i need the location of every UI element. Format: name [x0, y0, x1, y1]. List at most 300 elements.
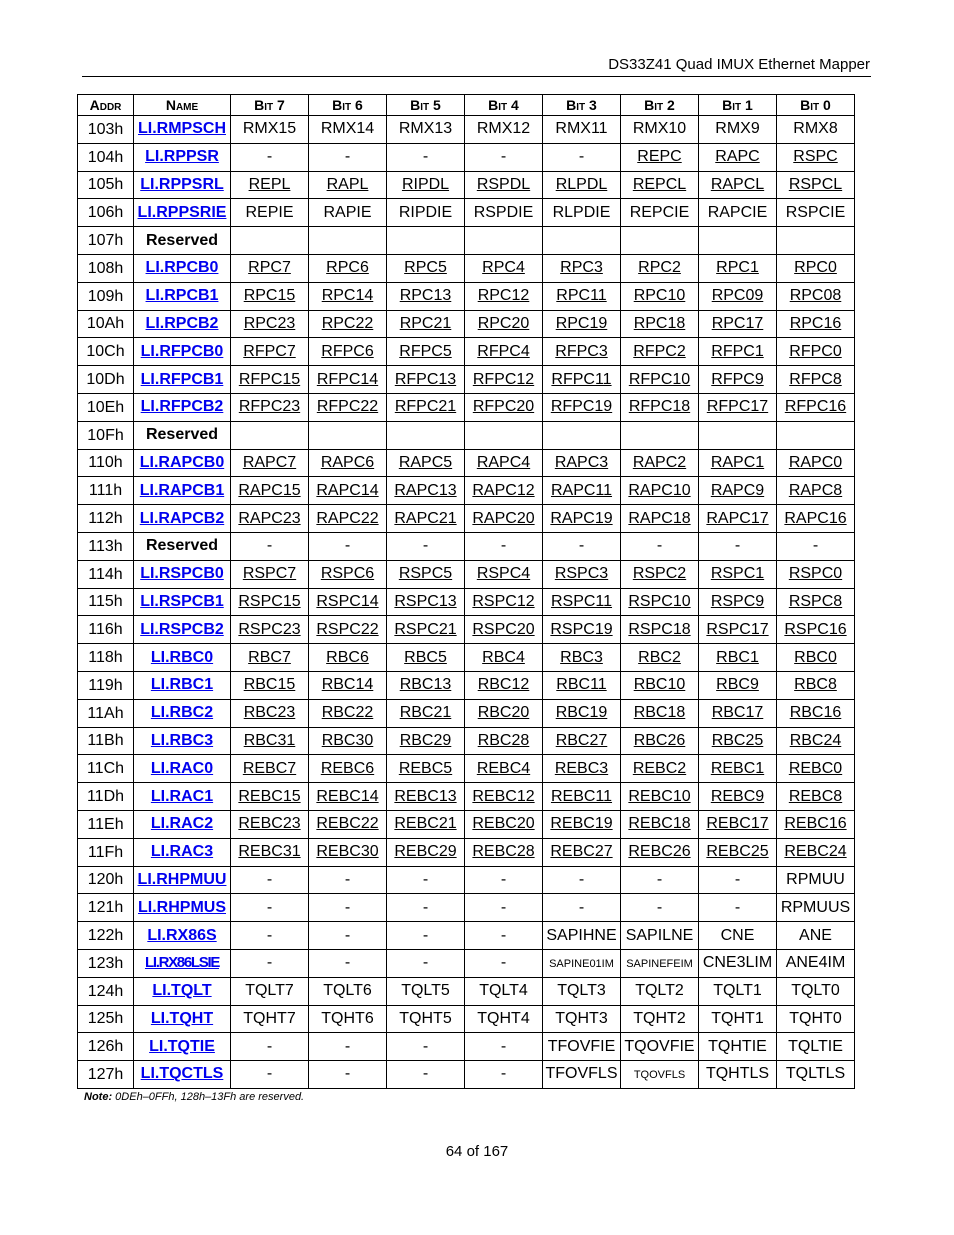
- bit-cell: [387, 421, 465, 449]
- bit-field-name: RPC17: [711, 314, 764, 332]
- bit-cell: [777, 393, 855, 421]
- register-name-cell: [134, 922, 231, 950]
- bit-field-name: RSPC21: [394, 620, 457, 638]
- bit-cell: [543, 838, 621, 866]
- column-header: Bit 1: [699, 95, 777, 116]
- bit-field-name: TQHT0: [789, 1009, 842, 1027]
- bit-cell: [621, 866, 699, 894]
- register-name-link[interactable]: LI.RAC0: [150, 759, 214, 777]
- bit-cell: [699, 616, 777, 644]
- bit-cell: [621, 116, 699, 144]
- bit-cell: [309, 1005, 387, 1033]
- bit-cell: [777, 310, 855, 338]
- bit-cell: [309, 1061, 387, 1089]
- bit-field-name: RSPC11: [550, 592, 613, 610]
- bit-field-name: RMX12: [476, 120, 531, 138]
- bit-field-name: RSPC18: [628, 620, 691, 638]
- register-address: 119h: [78, 671, 134, 699]
- bit-cell: [777, 755, 855, 783]
- bit-cell: [777, 699, 855, 727]
- register-address: 11Ch: [78, 755, 134, 783]
- register-name-link[interactable]: LI.RPCB1: [145, 287, 219, 305]
- register-address: 126h: [78, 1033, 134, 1061]
- bit-cell: [699, 783, 777, 811]
- bit-field-name: RBC20: [477, 704, 530, 722]
- bit-field-name: REBC22: [316, 815, 379, 833]
- bit-cell: [543, 949, 621, 977]
- register-name-link[interactable]: LI.RBC1: [150, 676, 214, 694]
- bit-field-name: REBC31: [238, 843, 301, 861]
- table-row: [78, 171, 855, 199]
- register-name-cell: [134, 143, 231, 171]
- table-header-row: [78, 95, 855, 116]
- bit-field-name: RAPC3: [554, 453, 609, 471]
- bit-cell: [621, 1033, 699, 1061]
- bit-cell: [543, 449, 621, 477]
- bit-cell: [621, 616, 699, 644]
- register-name-link[interactable]: LI.TQHT: [150, 1009, 214, 1027]
- bit-cell: [777, 254, 855, 282]
- table-row: [78, 421, 855, 449]
- bit-field-name: RLPDL: [555, 175, 608, 193]
- bit-cell: [699, 310, 777, 338]
- bit-cell: [309, 866, 387, 894]
- bit-cell: [465, 810, 543, 838]
- bit-cell: [543, 505, 621, 533]
- bit-field-name: RBC19: [555, 704, 608, 722]
- register-name-link[interactable]: LI.RFPCB1: [140, 370, 224, 388]
- bit-field-name: RSPC20: [472, 620, 535, 638]
- register-name-cell: [134, 588, 231, 616]
- bit-field-name: RAPC1: [710, 453, 765, 471]
- bit-field-name: REBC7: [242, 759, 297, 777]
- document-header-title: DS33Z41 Quad IMUX Ethernet Mapper: [608, 56, 870, 73]
- bit-field-name: -: [266, 926, 273, 944]
- register-address: 11Dh: [78, 783, 134, 811]
- bit-field-name: RBC27: [555, 731, 608, 749]
- bit-cell: [777, 949, 855, 977]
- bit-cell: [699, 838, 777, 866]
- register-name-cell: [134, 171, 231, 199]
- bit-cell: [621, 366, 699, 394]
- register-name-link[interactable]: LI.TQTIE: [149, 1037, 215, 1055]
- bit-field-name: REBC14: [316, 787, 379, 805]
- bit-field-name: RSPC0: [788, 565, 843, 583]
- bit-field-name: REPC: [637, 148, 682, 166]
- bit-cell: [777, 282, 855, 310]
- register-name-link[interactable]: LI.RBC0: [150, 648, 214, 666]
- bit-field-name: RPC12: [477, 287, 530, 305]
- bit-field-name: RMX14: [320, 120, 375, 138]
- register-name-cell: [134, 199, 231, 227]
- bit-field-name: CNE: [720, 926, 755, 944]
- bit-cell: [621, 727, 699, 755]
- bit-field-name: TQLT0: [791, 982, 840, 1000]
- register-name-link[interactable]: LI.RBC2: [150, 704, 214, 722]
- bit-cell: [621, 949, 699, 977]
- bit-cell: [543, 866, 621, 894]
- bit-cell: [699, 393, 777, 421]
- page-number: 64 of 167: [445, 1143, 509, 1160]
- bit-cell: [309, 310, 387, 338]
- register-address: 107h: [78, 227, 134, 255]
- bit-field-name: REBC24: [784, 843, 847, 861]
- bit-cell: [543, 755, 621, 783]
- bit-cell: [387, 282, 465, 310]
- bit-cell: [465, 143, 543, 171]
- bit-field-name: -: [266, 954, 273, 972]
- bit-field-name: RBC8: [794, 676, 837, 694]
- bit-cell: [543, 922, 621, 950]
- bit-cell: [699, 810, 777, 838]
- bit-field-name: RBC18: [633, 704, 686, 722]
- bit-cell: [465, 199, 543, 227]
- register-name-link[interactable]: LI.RPPSRL: [140, 175, 224, 193]
- bit-cell: [309, 755, 387, 783]
- bit-cell: [543, 338, 621, 366]
- bit-cell: [543, 366, 621, 394]
- register-name-link[interactable]: LI.RPCB2: [145, 314, 219, 332]
- bit-field-name: RSPDIE: [473, 203, 534, 221]
- bit-cell: [309, 393, 387, 421]
- bit-cell: [387, 838, 465, 866]
- bit-field-name: RBC12: [477, 676, 530, 694]
- register-name-link[interactable]: LI.RPPSRIE: [137, 203, 227, 221]
- bit-field-name: REBC17: [706, 815, 769, 833]
- bit-field-name: TQHT5: [399, 1009, 452, 1027]
- register-name-cell: [134, 227, 231, 255]
- register-address: 115h: [78, 588, 134, 616]
- bit-field-name: RMX11: [555, 120, 608, 138]
- bit-field-name: TQLT4: [479, 982, 528, 1000]
- bit-cell: [543, 171, 621, 199]
- bit-cell: [777, 783, 855, 811]
- register-name-link[interactable]: LI.RSPCB1: [140, 592, 224, 610]
- bit-cell: [621, 171, 699, 199]
- bit-cell: [465, 505, 543, 533]
- bit-cell: [465, 977, 543, 1005]
- bit-field-name: TFOVFIE: [547, 1037, 616, 1055]
- bit-cell: [699, 949, 777, 977]
- table-row: [78, 866, 855, 894]
- bit-field-name: -: [344, 537, 351, 555]
- register-table: [77, 94, 855, 1089]
- bit-cell: [543, 227, 621, 255]
- bit-field-name: RSPCL: [788, 175, 843, 193]
- bit-cell: [465, 588, 543, 616]
- bit-cell: [387, 505, 465, 533]
- bit-cell: [387, 171, 465, 199]
- bit-field-name: RAPC11: [550, 481, 613, 499]
- bit-cell: [777, 171, 855, 199]
- bit-cell: [777, 116, 855, 144]
- bit-cell: [699, 922, 777, 950]
- bit-field-name: RAPC2: [632, 453, 687, 471]
- bit-field-name: -: [578, 537, 585, 555]
- bit-field-name: RFPC21: [394, 398, 457, 416]
- bit-cell: [543, 977, 621, 1005]
- bit-field-name: -: [344, 1065, 351, 1083]
- bit-cell: [309, 644, 387, 672]
- bit-cell: [309, 922, 387, 950]
- register-name-link[interactable]: LI.RFPCB0: [140, 342, 224, 360]
- bit-cell: [309, 949, 387, 977]
- bit-field-name: RBC21: [399, 704, 452, 722]
- register-name-link[interactable]: LI.RBC3: [150, 731, 214, 749]
- bit-cell: [387, 449, 465, 477]
- register-name-link[interactable]: LI.RAC2: [150, 815, 214, 833]
- bit-cell: [231, 755, 309, 783]
- bit-field-name: ANE: [799, 926, 832, 944]
- bit-field-name: RSPC17: [706, 620, 769, 638]
- bit-cell: [777, 366, 855, 394]
- bit-cell: [699, 977, 777, 1005]
- bit-field-name: REBC20: [472, 815, 535, 833]
- bit-field-name: REBC18: [628, 815, 691, 833]
- register-name-link[interactable]: LI.RAC1: [150, 787, 214, 805]
- bit-cell: [465, 227, 543, 255]
- bit-cell: [699, 449, 777, 477]
- bit-cell: [543, 560, 621, 588]
- bit-field-name: RPC4: [482, 259, 525, 277]
- bit-field-name: REPIE: [245, 203, 294, 221]
- bit-cell: [465, 366, 543, 394]
- bit-field-name: -: [422, 148, 429, 166]
- register-name-link[interactable]: LI.RAPCB1: [139, 481, 225, 499]
- register-name-link[interactable]: LI.RSPCB0: [140, 565, 224, 583]
- register-name-link[interactable]: LI.TQLT: [152, 982, 212, 1000]
- register-address: 104h: [78, 143, 134, 171]
- bit-field-name: TQHT4: [477, 1009, 530, 1027]
- bit-field-name: -: [656, 537, 663, 555]
- bit-cell: [621, 1005, 699, 1033]
- bit-field-name: RFPC9: [711, 370, 764, 388]
- bit-field-name: RFPC13: [394, 370, 457, 388]
- bit-field-name: RIPDIE: [398, 203, 453, 221]
- bit-field-name: RFPC14: [316, 370, 379, 388]
- bit-field-name: -: [266, 1065, 273, 1083]
- register-name-cell: [134, 644, 231, 672]
- register-name-link[interactable]: LI.RHPMUU: [137, 870, 227, 888]
- bit-cell: [465, 616, 543, 644]
- bit-cell: [543, 199, 621, 227]
- bit-field-name: TQLT5: [401, 982, 450, 1000]
- register-address: 11Bh: [78, 727, 134, 755]
- table-row: [78, 560, 855, 588]
- bit-field-name: -: [734, 870, 741, 888]
- register-name-link[interactable]: LI.RPPSR: [145, 148, 219, 166]
- bit-field-name: TQLT7: [245, 982, 294, 1000]
- bit-cell: [699, 254, 777, 282]
- bit-cell: [543, 282, 621, 310]
- bit-cell: [543, 644, 621, 672]
- bit-cell: [777, 894, 855, 922]
- bit-cell: [465, 282, 543, 310]
- bit-cell: [621, 227, 699, 255]
- bit-cell: [699, 505, 777, 533]
- bit-cell: [309, 116, 387, 144]
- bit-field-name: RSPC14: [316, 592, 379, 610]
- bit-cell: [543, 393, 621, 421]
- bit-field-name: RPMUUS: [780, 898, 851, 916]
- bit-cell: [309, 894, 387, 922]
- register-name-cell: [134, 338, 231, 366]
- bit-field-name: RBC28: [477, 731, 530, 749]
- bit-field-name: RAPC9: [710, 481, 765, 499]
- bit-field-name: TQOVFLS: [633, 1069, 686, 1082]
- bit-field-name: REBC5: [398, 759, 453, 777]
- bit-cell: [699, 338, 777, 366]
- bit-field-name: REBC1: [710, 759, 765, 777]
- bit-cell: [699, 727, 777, 755]
- register-name-link[interactable]: LI.RSPCB2: [140, 620, 224, 638]
- bit-field-name: -: [266, 537, 273, 555]
- bit-field-name: TQHT1: [711, 1009, 764, 1027]
- register-name-cell: [134, 783, 231, 811]
- bit-field-name: RBC14: [321, 676, 374, 694]
- table-row: [78, 783, 855, 811]
- bit-cell: [309, 254, 387, 282]
- bit-field-name: RAPIE: [323, 203, 372, 221]
- bit-cell: [231, 227, 309, 255]
- bit-cell: [699, 699, 777, 727]
- bit-field-name: RPC6: [326, 259, 369, 277]
- bit-cell: [231, 310, 309, 338]
- bit-field-name: REBC10: [628, 787, 691, 805]
- bit-field-name: REBC30: [316, 843, 379, 861]
- bit-cell: [231, 338, 309, 366]
- bit-field-name: RBC3: [560, 648, 603, 666]
- bit-field-name: RFPC11: [551, 370, 612, 388]
- bit-cell: [699, 477, 777, 505]
- table-row: [78, 616, 855, 644]
- bit-field-name: RSPC5: [398, 565, 453, 583]
- bit-field-name: REBC21: [394, 815, 457, 833]
- bit-cell: [621, 254, 699, 282]
- bit-field-name: REPCL: [632, 175, 687, 193]
- bit-field-name: RPC22: [321, 314, 374, 332]
- register-name-link[interactable]: LI.RHPMUS: [138, 898, 226, 916]
- bit-field-name: RPC2: [638, 259, 681, 277]
- bit-field-name: TQOVFIE: [624, 1037, 695, 1055]
- bit-cell: [621, 783, 699, 811]
- bit-cell: [777, 838, 855, 866]
- bit-cell: [621, 810, 699, 838]
- bit-cell: [465, 421, 543, 449]
- bit-cell: [231, 366, 309, 394]
- bit-field-name: RFPC7: [243, 342, 296, 360]
- register-address: 10Fh: [78, 421, 134, 449]
- bit-cell: [309, 783, 387, 811]
- bit-cell: [231, 116, 309, 144]
- register-address: 10Dh: [78, 366, 134, 394]
- bit-cell: [309, 1033, 387, 1061]
- bit-field-name: RFPC5: [399, 342, 452, 360]
- bit-cell: [231, 699, 309, 727]
- register-address: 120h: [78, 866, 134, 894]
- bit-field-name: REBC25: [706, 843, 769, 861]
- bit-field-name: RIPDL: [401, 175, 450, 193]
- bit-cell: [621, 755, 699, 783]
- register-name-link[interactable]: LI.RFPCB2: [140, 398, 224, 416]
- register-name-link[interactable]: LI.RAPCB0: [139, 453, 225, 471]
- bit-cell: [621, 338, 699, 366]
- bit-cell: [387, 616, 465, 644]
- bit-field-name: RBC0: [794, 648, 837, 666]
- bit-cell: [543, 588, 621, 616]
- register-name-cell: [134, 505, 231, 533]
- table-row: [78, 671, 855, 699]
- bit-cell: [777, 477, 855, 505]
- column-header: Bit 3: [543, 95, 621, 116]
- bit-cell: [387, 199, 465, 227]
- bit-field-name: REBC23: [238, 815, 301, 833]
- bit-cell: [231, 477, 309, 505]
- bit-field-name: -: [500, 537, 507, 555]
- bit-field-name: RSPC9: [710, 592, 765, 610]
- bit-field-name: -: [656, 870, 663, 888]
- register-table-body: [78, 116, 855, 1089]
- bit-field-name: RSPC12: [472, 592, 535, 610]
- bit-field-name: REBC11: [550, 787, 613, 805]
- register-name-cell: [134, 949, 231, 977]
- bit-field-name: RPC18: [633, 314, 686, 332]
- register-address: 113h: [78, 532, 134, 560]
- bit-cell: [699, 282, 777, 310]
- bit-field-name: SAPINEFEIM: [626, 958, 693, 971]
- bit-field-name: RAPC5: [398, 453, 453, 471]
- bit-cell: [231, 1005, 309, 1033]
- bit-cell: [543, 671, 621, 699]
- register-name-link[interactable]: LI.RX86S: [147, 926, 217, 944]
- bit-field-name: RPC16: [789, 314, 842, 332]
- bit-cell: [465, 671, 543, 699]
- register-address: 108h: [78, 254, 134, 282]
- register-name-link[interactable]: LI.TQCTLS: [140, 1065, 224, 1083]
- bit-field-name: TQLT6: [323, 982, 372, 1000]
- bit-field-name: RFPC12: [472, 370, 535, 388]
- register-name-cell: [134, 393, 231, 421]
- bit-field-name: TQHTLS: [705, 1065, 770, 1083]
- table-row: [78, 366, 855, 394]
- bit-field-name: RPC11: [556, 287, 607, 305]
- table-row: [78, 755, 855, 783]
- register-name-link[interactable]: LI.RX86LSIE: [144, 954, 220, 972]
- bit-cell: [231, 532, 309, 560]
- bit-field-name: RAPC8: [788, 481, 843, 499]
- bit-cell: [309, 449, 387, 477]
- bit-cell: [387, 699, 465, 727]
- bit-field-name: RPC7: [248, 259, 291, 277]
- bit-cell: [621, 560, 699, 588]
- bit-field-name: RBC7: [248, 648, 291, 666]
- bit-field-name: TQLTIE: [788, 1037, 843, 1055]
- register-name-link[interactable]: LI.RAPCB2: [139, 509, 225, 527]
- table-row: [78, 282, 855, 310]
- bit-field-name: -: [422, 1037, 429, 1055]
- bit-cell: [309, 171, 387, 199]
- register-name-link[interactable]: LI.RAC3: [150, 843, 214, 861]
- bit-field-name: -: [734, 898, 741, 916]
- bit-field-name: RLPDIE: [552, 203, 611, 221]
- register-name-link[interactable]: LI.RMPSCH: [138, 120, 226, 138]
- bit-field-name: RSPC16: [784, 620, 847, 638]
- register-name-link[interactable]: LI.RPCB0: [145, 259, 219, 277]
- bit-cell: [777, 616, 855, 644]
- bit-field-name: RSPCIE: [785, 203, 846, 221]
- bit-field-name: RSPC19: [550, 620, 613, 638]
- bit-cell: [231, 254, 309, 282]
